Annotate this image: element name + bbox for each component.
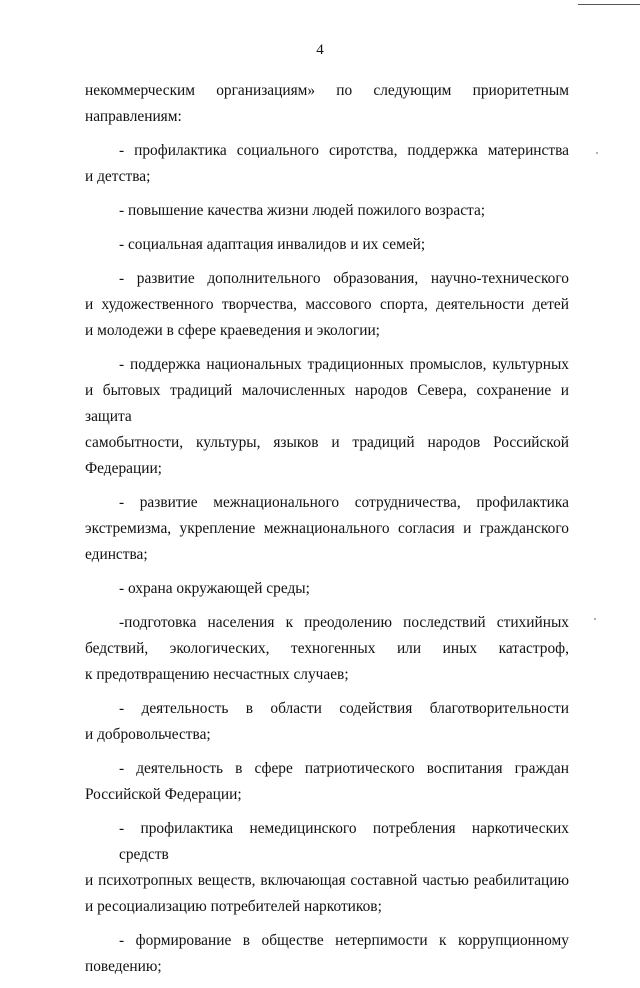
list-item: - деятельность в области содействия благотворительности и добровольчества; — [85, 700, 569, 743]
list-item: - формирование в обществе нетерпимости к коррупционному поведению; — [85, 932, 569, 975]
list-item: - охрана окружающей среды; — [119, 580, 310, 597]
list-item: -подготовка населения к преодолению последствий стихийных бедствий, экологических, техногенных или иных катастроф, к предотвращению несчастных случаев; — [85, 614, 569, 683]
paragraph: некоммерческим организациям» по следующим приоритетным направлениям: — [85, 82, 569, 125]
list-item: - повышение качества жизни людей пожилого возраста; — [119, 202, 486, 219]
list-item: - развитие межнационального сотрудничества, профилактика экстремизма, укрепление межнационального согласия и гражданского единства; — [85, 494, 569, 563]
document-body — [85, 78, 569, 988]
list-item: - поддержка национальных традиционных промыслов, культурных и бытовых традиций малочисленных народов Севера, сохранение и защита самобытности, культуры, языков и традиций народов Российской Федерации; — [85, 356, 569, 477]
list-item: - развитие дополнительного образования, научно-технического и художественного творчества, массового спорта, деятельности детей и молодежи в сфере краеведения и экологии; — [85, 270, 569, 339]
page-number: 4 — [316, 42, 324, 58]
scan-speck — [596, 152, 598, 154]
scan-speck — [594, 618, 596, 620]
list-item: - деятельность в сфере патриотического воспитания граждан Российской Федерации; — [85, 760, 569, 803]
header-rule — [578, 4, 640, 5]
list-item: - профилактика немедицинского потребления наркотических средств и психотропных веществ, включающая составной частью реабилитацию и ресоциализацию потребителей наркотиков; — [85, 820, 569, 915]
list-item: - профилактика социального сиротства, поддержка материнства и детства; — [85, 142, 569, 185]
list-item: - социальная адаптация инвалидов и их семей; — [119, 236, 426, 253]
